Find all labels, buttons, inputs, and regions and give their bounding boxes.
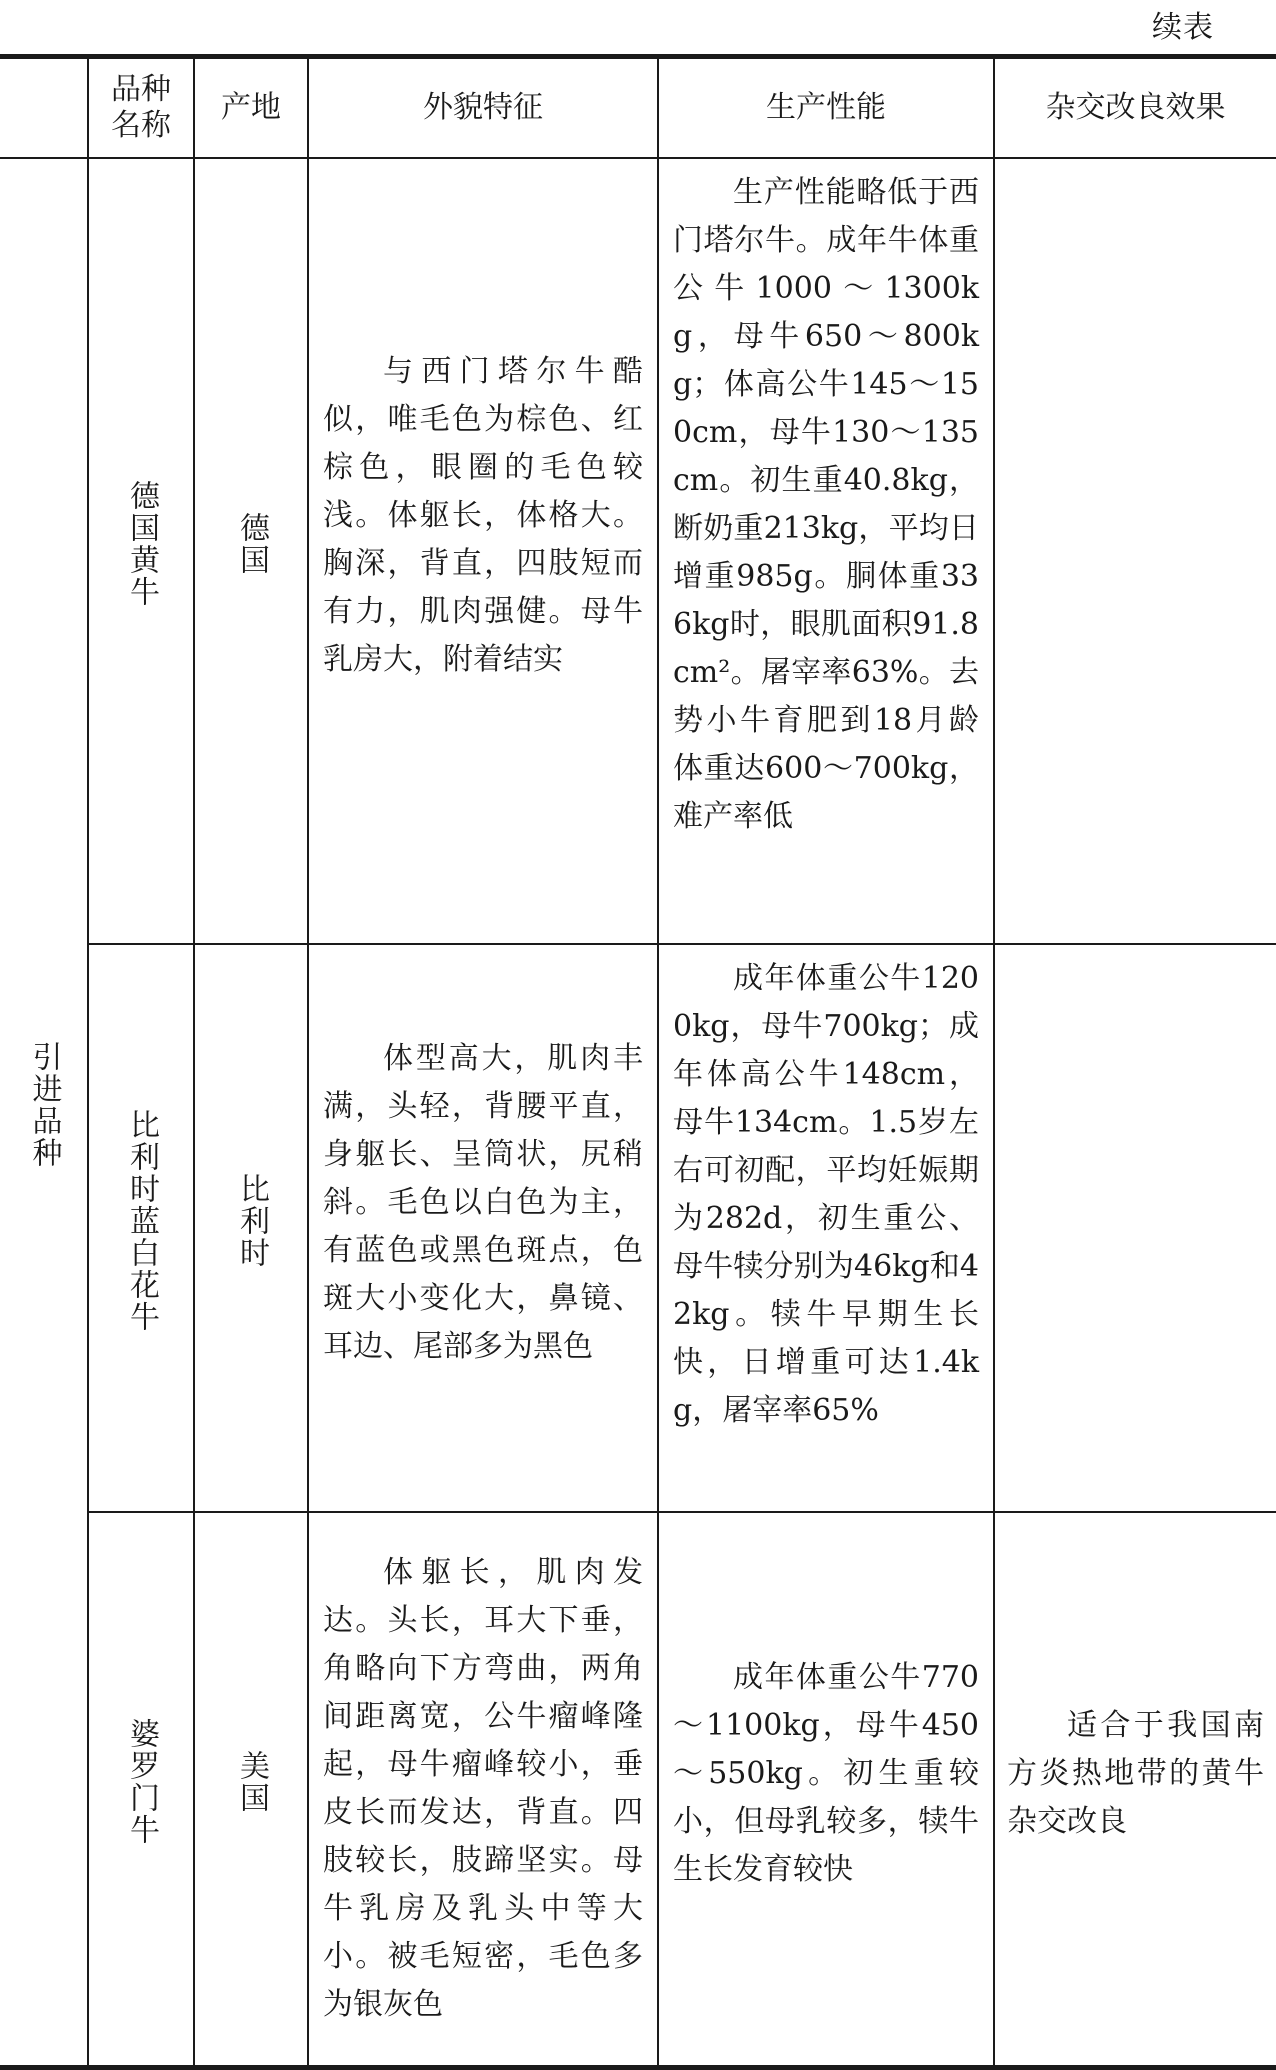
origin-cell <box>194 944 308 1512</box>
performance-cell: 生产性能略低于西门塔尔牛。成年牛体重公牛1000～1300kg，母牛650～800kg；体高公牛145～150cm，母牛130～135cm。初生重40.8kg，断奶重213kg，平均日增重985g。胴体重336kg时，眼肌面积91.8cm²。屠宰率63%。去势小牛育肥到18月龄体重达600～700kg，难产率低 <box>658 158 994 944</box>
appearance-cell: 与西门塔尔牛酷似，唯毛色为棕色、红棕色，眼圈的毛色较浅。体躯长，体格大。胸深，背直，四肢短而有力，肌肉强健。母牛乳房大，附着结实 <box>308 158 658 944</box>
group-cell-imported-breeds <box>0 158 88 2068</box>
performance-cell: 成年体重公牛1200kg，母牛700kg；成年体高公牛148cm，母牛134cm。1.5岁左右可初配，平均妊娠期为282d，初生重公、母牛犊分别为46kg和42kg。犊牛早期生长快，日增重可达1.4kg，屠宰率65% <box>658 944 994 1512</box>
group-header-blank <box>0 57 88 159</box>
breed-name-cell <box>88 1512 194 2068</box>
effect-cell <box>994 944 1276 1512</box>
effect-cell <box>994 158 1276 944</box>
table-row <box>0 158 1276 944</box>
continued-table-label: 续表 <box>1152 10 1214 45</box>
breed-origin: 德国 <box>234 511 269 576</box>
table-row <box>0 944 1276 1512</box>
effect-cell: 适合于我国南方炎热地带的黄牛杂交改良 <box>994 1512 1276 2068</box>
breed-name: 婆罗门牛 <box>124 1717 159 1846</box>
header-performance: 生产性能 <box>658 57 994 159</box>
header-crossbreeding-effect: 杂交改良效果 <box>994 57 1276 159</box>
breed-origin: 比利时 <box>234 1172 269 1269</box>
header-appearance: 外貌特征 <box>308 57 658 159</box>
breed-table <box>0 54 1276 2070</box>
header-origin: 产地 <box>194 57 308 159</box>
breed-name-cell <box>88 944 194 1512</box>
breed-name: 比利时蓝白花牛 <box>124 1108 159 1333</box>
group-label: 引进品种 <box>26 1040 62 1169</box>
breed-name-cell <box>88 158 194 944</box>
header-breed-name: 品种名称 <box>88 57 194 159</box>
appearance-cell: 体躯长，肌肉发达。头长，耳大下垂，角略向下方弯曲，两角间距离宽，公牛瘤峰隆起，母牛瘤峰较小，垂皮长而发达，背直。四肢较长，肢蹄坚实。母牛乳房及乳头中等大小。被毛短密，毛色多为银灰色 <box>308 1512 658 2068</box>
table-row <box>0 1512 1276 2068</box>
table-header-row <box>0 57 1276 159</box>
breed-table-container <box>0 54 1276 2070</box>
breed-name: 德国黄牛 <box>124 479 159 608</box>
origin-cell <box>194 1512 308 2068</box>
performance-cell: 成年体重公牛770～1100kg，母牛450～550kg。初生重较小，但母乳较多，犊牛生长发育较快 <box>658 1512 994 2068</box>
appearance-cell: 体型高大，肌肉丰满，头轻，背腰平直，身躯长、呈筒状，尻稍斜。毛色以白色为主，有蓝色或黑色斑点，色斑大小变化大，鼻镜、耳边、尾部多为黑色 <box>308 944 658 1512</box>
breed-origin: 美国 <box>234 1749 269 1814</box>
origin-cell <box>194 158 308 944</box>
